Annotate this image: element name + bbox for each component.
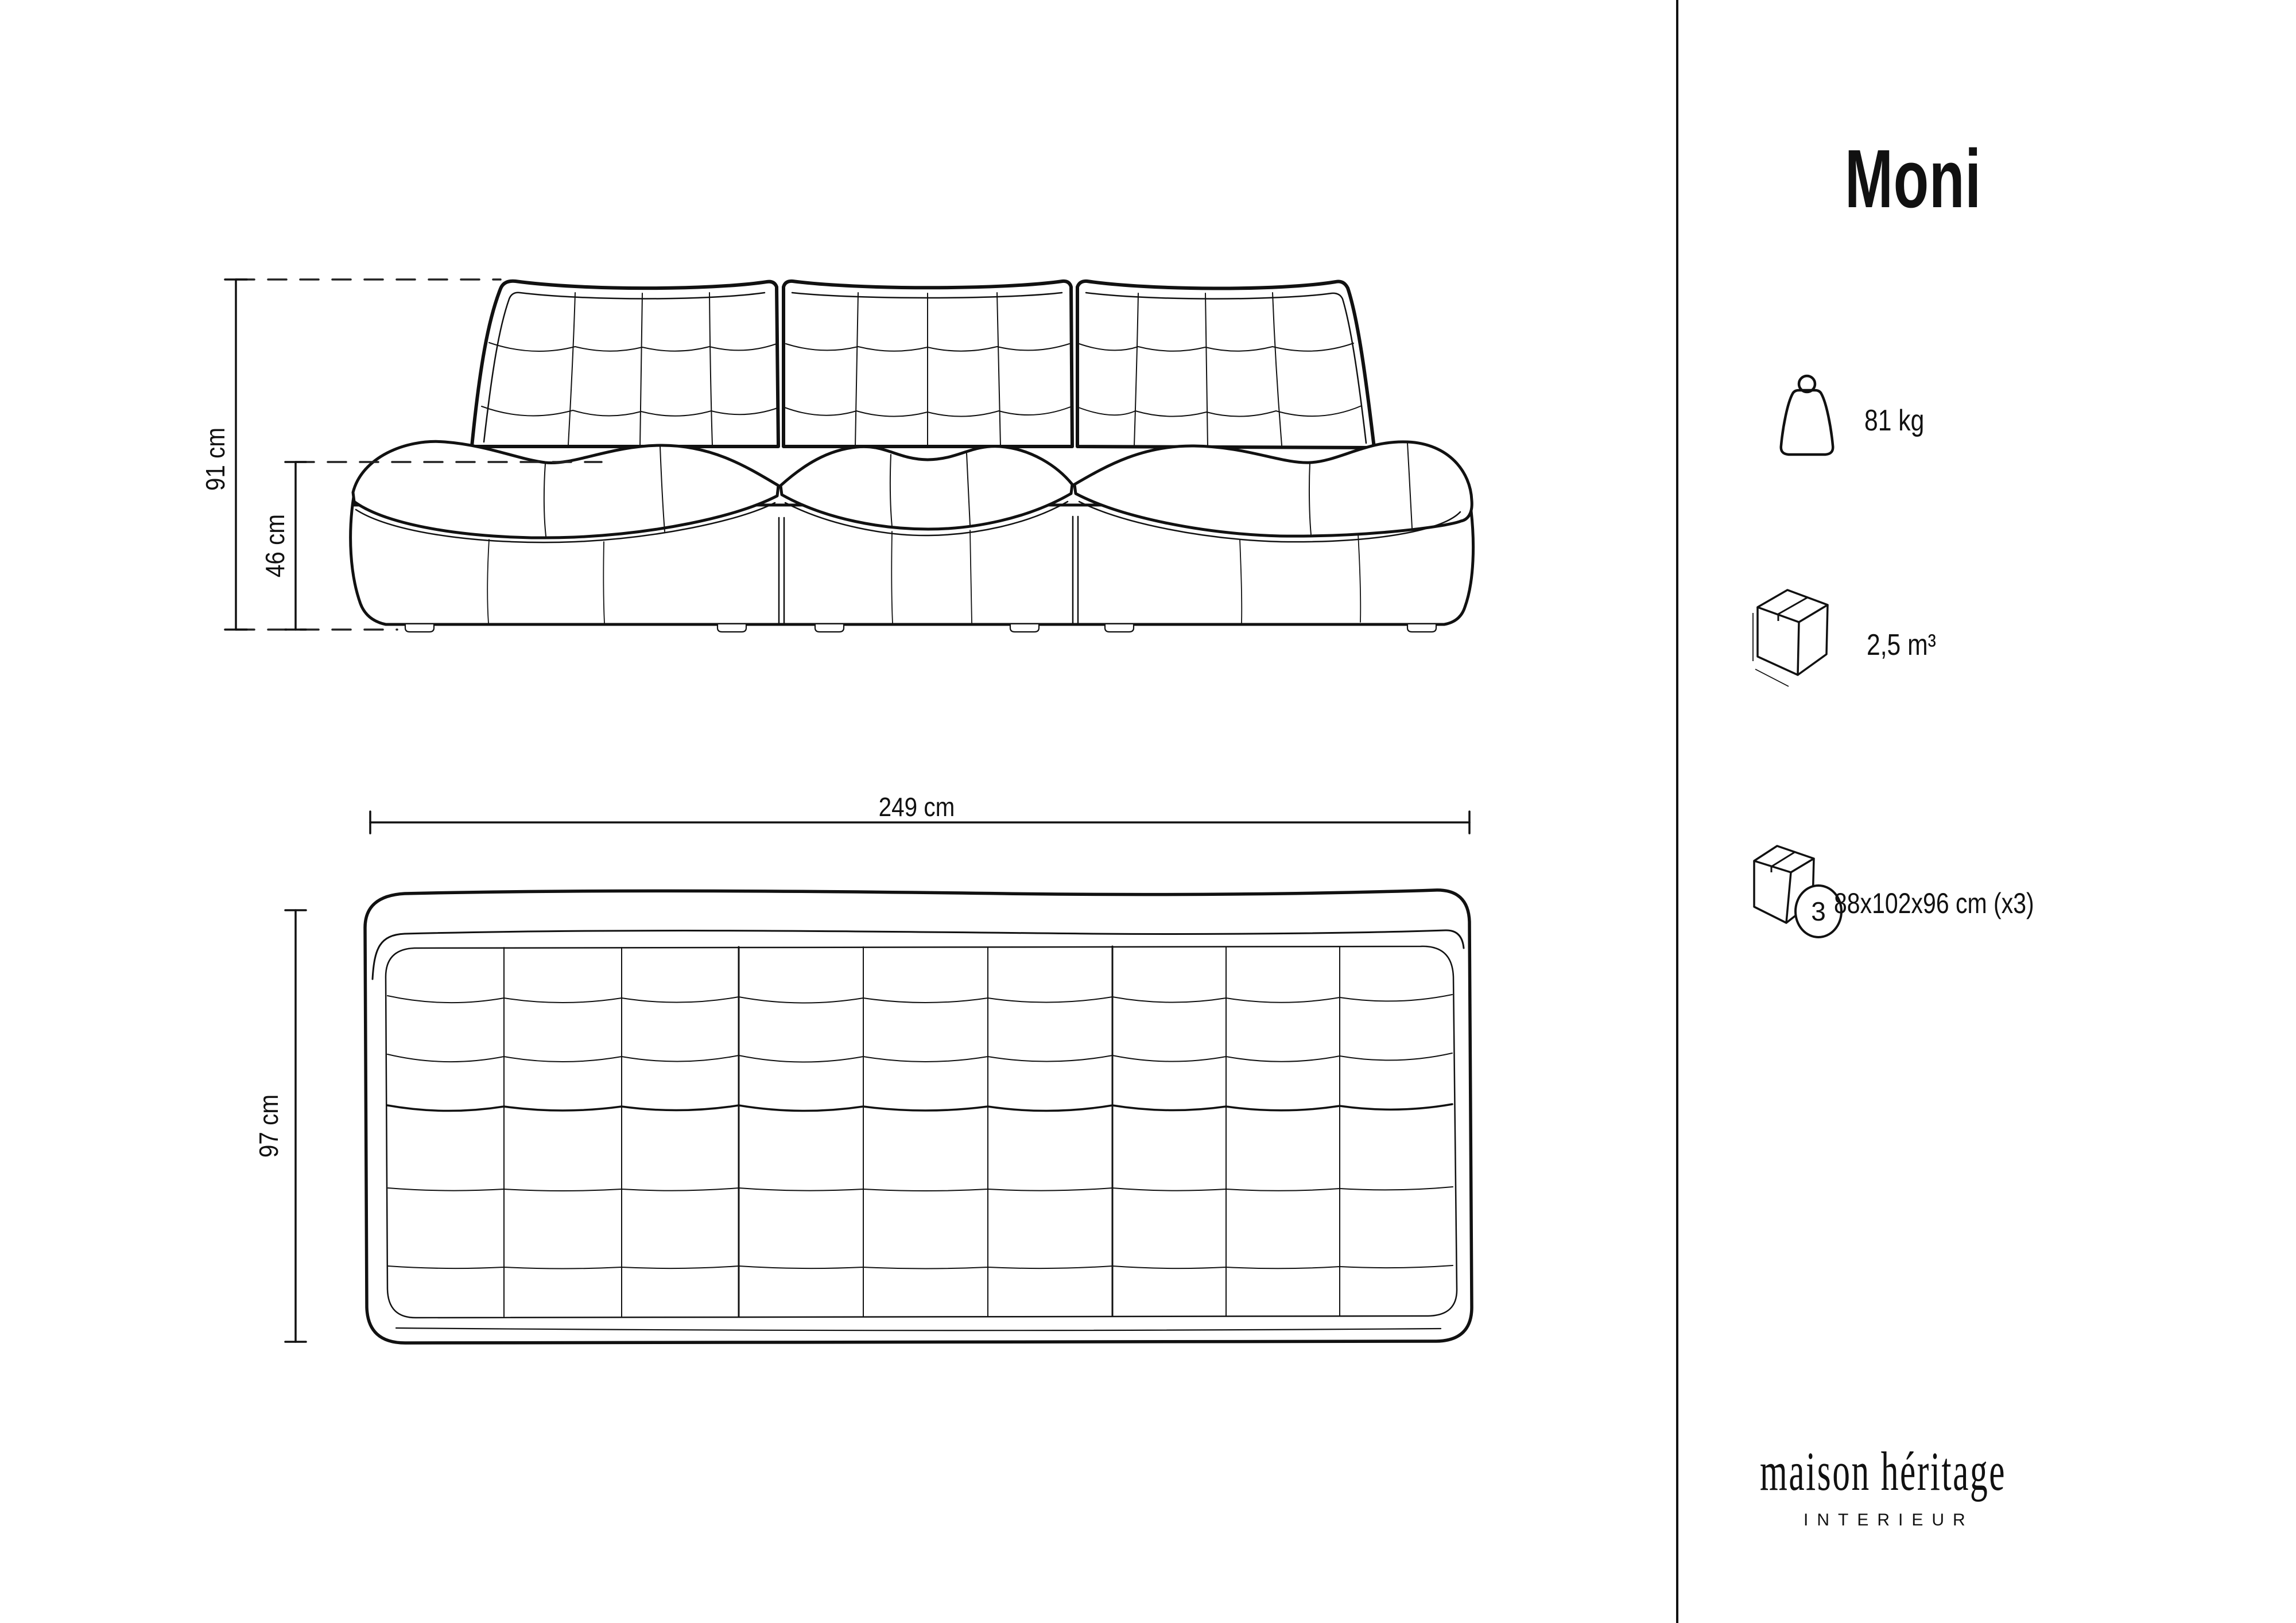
volume-value: 2,5 m³ xyxy=(1867,628,1936,662)
product-title: Moni xyxy=(1845,133,1981,225)
top-width-label: 249 cm xyxy=(878,792,955,822)
weight-icon xyxy=(1777,374,1837,465)
top-view-drawing xyxy=(365,890,1472,1343)
package-count: 3 xyxy=(1811,896,1826,926)
volume-box-icon xyxy=(1752,585,1849,703)
brand-logo: maison héritage xyxy=(1760,1440,2007,1502)
front-height-label: 91 cm xyxy=(200,427,230,491)
front-seat-height-label: 46 cm xyxy=(260,514,290,578)
brand-tagline: INTERIEUR xyxy=(1804,1511,1974,1529)
panel-divider xyxy=(1676,0,1678,1623)
front-view-drawing xyxy=(351,281,1473,632)
top-depth-label: 97 cm xyxy=(254,1094,284,1158)
weight-value: 81 kg xyxy=(1864,404,1925,437)
packaging-value: 88x102x96 cm (x3) xyxy=(1834,887,2034,919)
